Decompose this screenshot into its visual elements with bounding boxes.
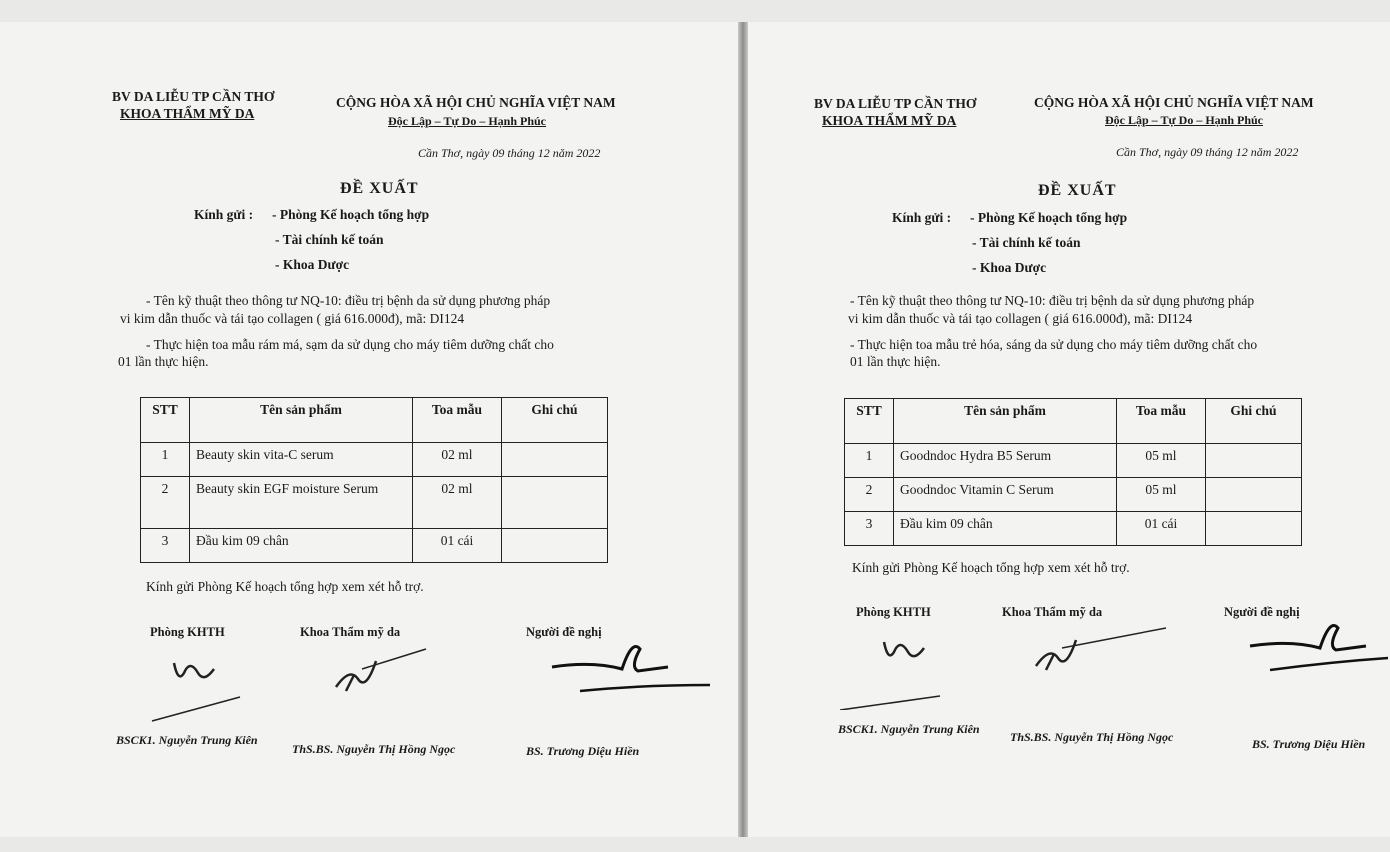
signer-role: Khoa Thẩm mỹ da (300, 625, 401, 639)
column-header: Ghi chú (502, 398, 608, 443)
hospital-name: BV DA LIỄU TP CẦN THƠ (112, 89, 275, 104)
addressee-item: - Tài chính kế toán (275, 232, 384, 247)
document-title: ĐỀ XUẤT (1038, 182, 1117, 199)
row-number: 3 (845, 512, 894, 546)
table-row (845, 512, 1302, 546)
column-header: Ghi chú (1206, 399, 1302, 444)
technique-line: vi kim dẫn thuốc và tái tạo collagen ( giá 616.000đ), mã: DI124 (848, 311, 1193, 326)
document-date: Cần Thơ, ngày 09 tháng 12 năm 2022 (418, 146, 601, 160)
column-header: STT (141, 398, 190, 443)
table-row (141, 477, 608, 529)
department-name: KHOA THẨM MỸ DA (120, 106, 255, 121)
column-header: Toa mẫu (413, 398, 502, 443)
addressee-item: - Khoa Dược (972, 260, 1047, 275)
column-header: STT (845, 399, 894, 444)
product-name: Beauty skin EGF moisture Serum (190, 477, 413, 529)
product-name: Đầu kim 09 chân (190, 529, 413, 563)
signer-role: Khoa Thẩm mỹ da (1002, 605, 1103, 619)
row-number: 2 (141, 477, 190, 529)
product-quantity: 02 ml (413, 477, 502, 529)
national-motto: Độc Lập – Tự Do – Hạnh Phúc (388, 114, 547, 128)
table-header-row (845, 399, 1302, 444)
republic-header: CỘNG HÒA XÃ HỘI CHỦ NGHĨA VIỆT NAM (1034, 95, 1314, 110)
product-note (502, 443, 608, 477)
signer-name: ThS.BS. Nguyễn Thị Hồng Ngọc (292, 742, 456, 756)
signature-scribbles (830, 620, 1390, 710)
technique-line: - Tên kỹ thuật theo thông tư NQ-10: điều trị bệnh da sử dụng phương pháp (146, 293, 551, 308)
product-quantity: 05 ml (1117, 444, 1206, 478)
row-number: 3 (141, 529, 190, 563)
procedure-line: 01 lần thực hiện. (850, 354, 941, 369)
document-title: ĐỀ XUẤT (340, 180, 419, 197)
product-quantity: 01 cái (413, 529, 502, 563)
document-date: Cần Thơ, ngày 09 tháng 12 năm 2022 (1116, 145, 1299, 159)
department-name: KHOA THẨM MỸ DA (822, 113, 957, 128)
signer-role: Người đề nghị (1224, 605, 1300, 619)
signer-name: BSCK1. Nguyễn Trung Kiên (116, 733, 258, 747)
signer-name: BSCK1. Nguyễn Trung Kiên (838, 722, 980, 736)
column-header: Toa mẫu (1117, 399, 1206, 444)
addressee-label: Kính gửi : (194, 207, 254, 222)
product-name: Goodndoc Vitamin C Serum (894, 478, 1117, 512)
product-note (1206, 512, 1302, 546)
addressee-item: - Tài chính kế toán (972, 235, 1081, 250)
row-number: 2 (845, 478, 894, 512)
signer-role: Phòng KHTH (856, 605, 931, 619)
table-row (141, 443, 608, 477)
signer-name: BS. Trương Diệu Hiền (1252, 737, 1366, 751)
column-header: Tên sản phẩm (190, 398, 413, 443)
addressee-item: - Phòng Kế hoạch tổng hợp (272, 207, 430, 222)
technique-line: vi kim dẫn thuốc và tái tạo collagen ( giá 616.000đ), mã: DI124 (120, 311, 465, 326)
republic-header: CỘNG HÒA XÃ HỘI CHỦ NGHĨA VIỆT NAM (336, 95, 616, 110)
closing-line: Kính gửi Phòng Kế hoạch tổng hợp xem xét hỗ trợ. (146, 579, 424, 594)
hospital-name: BV DA LIỄU TP CẦN THƠ (814, 96, 977, 111)
signature-scribbles (140, 645, 740, 725)
row-number: 1 (141, 443, 190, 477)
column-header: Tên sản phẩm (894, 399, 1117, 444)
product-name: Beauty skin vita-C serum (190, 443, 413, 477)
product-note (502, 529, 608, 563)
product-note (502, 477, 608, 529)
addressee-label: Kính gửi : (892, 210, 952, 225)
products-table (140, 397, 608, 563)
addressee-item: - Phòng Kế hoạch tổng hợp (970, 210, 1128, 225)
product-note (1206, 444, 1302, 478)
product-name: Đầu kim 09 chân (894, 512, 1117, 546)
national-motto: Độc Lập – Tự Do – Hạnh Phúc (1105, 113, 1264, 127)
procedure-line: - Thực hiện toa mẫu rám má, sạm da sử dụng cho máy tiêm dưỡng chất cho (146, 337, 554, 352)
table-row (845, 478, 1302, 512)
product-quantity: 02 ml (413, 443, 502, 477)
row-number: 1 (845, 444, 894, 478)
table-header-row (141, 398, 608, 443)
procedure-line: - Thực hiện toa mẫu trẻ hóa, sáng da sử dụng cho máy tiêm dưỡng chất cho (850, 337, 1258, 352)
signer-name: BS. Trương Diệu Hiền (526, 744, 640, 758)
technique-line: - Tên kỹ thuật theo thông tư NQ-10: điều trị bệnh da sử dụng phương pháp (850, 293, 1255, 308)
signer-name: ThS.BS. Nguyễn Thị Hồng Ngọc (1010, 730, 1174, 744)
addressee-item: - Khoa Dược (275, 257, 350, 272)
signer-role: Phòng KHTH (150, 625, 225, 639)
product-name: Goodndoc Hydra B5 Serum (894, 444, 1117, 478)
table-row (845, 444, 1302, 478)
procedure-line: 01 lần thực hiện. (118, 354, 209, 369)
product-quantity: 05 ml (1117, 478, 1206, 512)
closing-line: Kính gửi Phòng Kế hoạch tổng hợp xem xét hỗ trợ. (852, 560, 1130, 575)
products-table (844, 398, 1302, 546)
signer-role: Người đề nghị (526, 625, 602, 639)
table-row (141, 529, 608, 563)
product-quantity: 01 cái (1117, 512, 1206, 546)
product-note (1206, 478, 1302, 512)
